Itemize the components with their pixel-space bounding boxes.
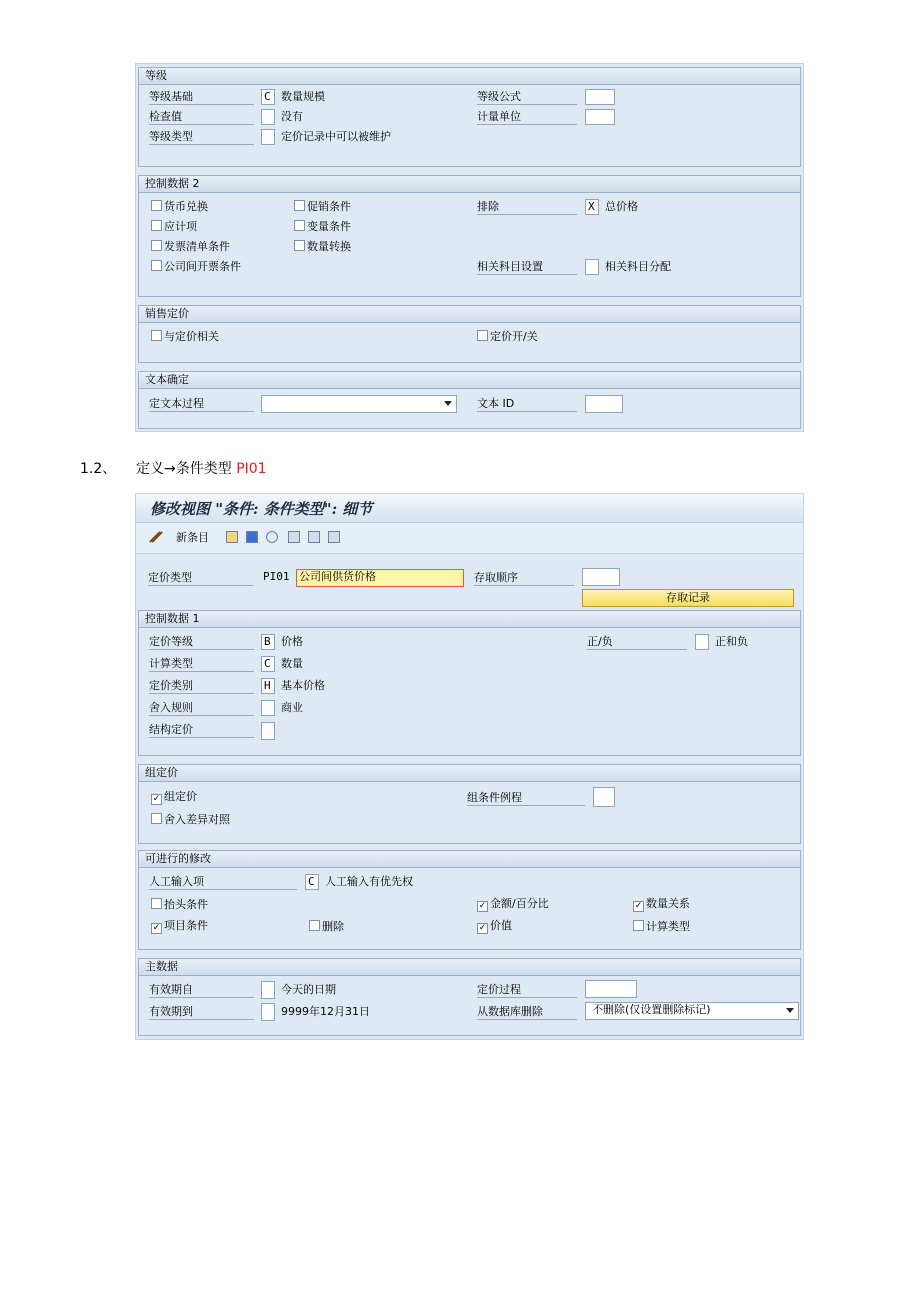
checkbox-group-pricing[interactable]: ✓ 组定价 bbox=[152, 790, 197, 804]
group-changes-allowed-title: 可进行的修改 bbox=[139, 851, 800, 868]
checkbox-promotion[interactable]: 促销条件 bbox=[294, 200, 351, 213]
checkbox-quantity-relation[interactable]: ✓ 数量关系 bbox=[634, 897, 690, 911]
rounding-rule-label: 舍入规则 bbox=[149, 701, 254, 716]
pricing-type-desc-field[interactable]: 公司间供货价格 bbox=[296, 569, 464, 587]
undo-icon[interactable] bbox=[266, 531, 278, 543]
chevron-down-icon bbox=[786, 1008, 794, 1013]
text-id-label: 文本 ID bbox=[477, 397, 577, 412]
select-all-icon[interactable] bbox=[288, 531, 300, 543]
account-setting-label: 相关科目设置 bbox=[477, 260, 577, 275]
db-delete-label: 从数据库删除 bbox=[477, 1005, 577, 1020]
section-number: 1.2、 bbox=[80, 461, 117, 477]
checkbox-accrual[interactable]: 应计项 bbox=[151, 220, 197, 233]
panel-condition-details-top bbox=[135, 63, 804, 432]
check-value-field[interactable] bbox=[261, 109, 275, 125]
checkbox-icon bbox=[294, 200, 305, 211]
db-delete-value: 不删除(仅设置删除标记) bbox=[592, 1003, 711, 1016]
rounding-rule-desc: 商业 bbox=[281, 701, 303, 714]
valid-from-label: 有效期自 bbox=[149, 983, 254, 998]
group-grade bbox=[138, 67, 801, 167]
account-setting-desc: 相关科目分配 bbox=[605, 260, 671, 273]
group-control-data-2-title: 控制数据 2 bbox=[139, 176, 800, 193]
pricing-procedure-field[interactable] bbox=[585, 980, 637, 998]
pencil-glasses-icon[interactable] bbox=[148, 530, 164, 544]
manual-entry-desc: 人工输入有优先权 bbox=[325, 875, 413, 888]
checkbox-icon bbox=[151, 240, 162, 251]
text-procedure-label: 定文本过程 bbox=[149, 397, 254, 412]
group-control-data-1-title: 控制数据 1 bbox=[139, 611, 800, 628]
delete-icon[interactable] bbox=[246, 531, 258, 543]
checkmark-icon: ✓ bbox=[478, 901, 487, 911]
group-control-data-1 bbox=[138, 610, 801, 756]
check-value-label: 检查值 bbox=[149, 110, 254, 125]
calc-type-field[interactable]: C bbox=[261, 656, 275, 672]
checkbox-icon bbox=[151, 260, 162, 271]
checkbox-icon bbox=[151, 330, 162, 341]
new-entries-button[interactable]: 新条目 bbox=[176, 531, 209, 544]
checkbox-intercompany[interactable]: 公司间开票条件 bbox=[151, 260, 241, 273]
sign-field[interactable] bbox=[695, 634, 709, 650]
group-group-pricing-title: 组定价 bbox=[139, 765, 800, 782]
grade-basis-desc: 数量规模 bbox=[281, 90, 325, 103]
checkmark-icon: ✓ bbox=[152, 923, 161, 933]
grade-type-desc: 定价记录中可以被维护 bbox=[281, 130, 391, 143]
checkbox-icon bbox=[151, 898, 162, 909]
checkbox-value[interactable]: ✓ 价值 bbox=[478, 919, 512, 933]
text-id-field[interactable] bbox=[585, 395, 623, 413]
grade-basis-field[interactable]: C bbox=[261, 89, 275, 105]
group-master-data-title: 主数据 bbox=[139, 959, 800, 976]
pricing-category-desc: 基本价格 bbox=[281, 679, 325, 692]
access-sequence-field[interactable] bbox=[582, 568, 620, 586]
checkbox-amount-percent[interactable]: ✓ 金额/百分比 bbox=[478, 897, 549, 911]
account-setting-field[interactable] bbox=[585, 259, 599, 275]
access-sequence-label: 存取顺序 bbox=[474, 571, 574, 586]
group-text-determination bbox=[138, 371, 801, 429]
grade-type-field[interactable] bbox=[261, 129, 275, 145]
valid-to-desc: 9999年12月31日 bbox=[281, 1005, 370, 1018]
valid-from-desc: 今天的日期 bbox=[281, 983, 336, 996]
section-code: PI01 bbox=[236, 461, 267, 477]
deselect-all-icon[interactable] bbox=[328, 531, 340, 543]
group-grade-title: 等级 bbox=[139, 68, 800, 85]
calc-type-label: 计算类型 bbox=[149, 657, 254, 672]
pricing-type-field[interactable]: PI01 bbox=[263, 570, 290, 583]
checkbox-header-condition[interactable]: 抬头条件 bbox=[151, 898, 208, 911]
valid-to-label: 有效期到 bbox=[149, 1005, 254, 1020]
valid-from-field[interactable] bbox=[261, 981, 275, 999]
section-text: 定义→条件类型 bbox=[136, 461, 237, 477]
checkbox-icon bbox=[294, 240, 305, 251]
grade-basis-label: 等级基础 bbox=[149, 90, 254, 105]
manual-entry-label: 人工输入项 bbox=[149, 875, 297, 890]
sign-desc: 正和负 bbox=[715, 635, 748, 648]
structure-pricing-label: 结构定价 bbox=[149, 723, 254, 738]
exclusion-desc: 总价格 bbox=[605, 200, 638, 213]
checkbox-icon bbox=[151, 220, 162, 231]
checkbox-rounding-difference[interactable]: 舍入差异对照 bbox=[151, 813, 230, 826]
exclusion-label: 排除 bbox=[477, 200, 577, 215]
checkmark-icon: ✓ bbox=[478, 923, 487, 933]
grade-formula-field[interactable] bbox=[585, 89, 615, 105]
uom-label: 计量单位 bbox=[477, 110, 577, 125]
exclusion-field[interactable]: X bbox=[585, 199, 599, 215]
checkbox-currency-conversion[interactable]: 货币兑换 bbox=[151, 200, 208, 213]
copy-icon[interactable] bbox=[226, 531, 238, 543]
group-changes-allowed bbox=[138, 850, 801, 950]
access-records-button[interactable]: 存取记录 bbox=[582, 589, 794, 607]
db-delete-dropdown[interactable] bbox=[585, 1002, 799, 1020]
checkbox-invoice-list[interactable]: 发票清单条件 bbox=[151, 240, 230, 253]
checkbox-icon bbox=[309, 920, 320, 931]
rounding-rule-field[interactable] bbox=[261, 700, 275, 716]
window-title: 修改视图 "条件: 条件类型": 细节 bbox=[150, 500, 373, 518]
group-master-data bbox=[138, 958, 801, 1036]
checkbox-pricing-related[interactable]: 与定价相关 bbox=[151, 330, 219, 343]
pricing-level-label: 定价等级 bbox=[149, 635, 254, 650]
checkbox-quantity-conversion[interactable]: 数量转换 bbox=[294, 240, 351, 253]
valid-to-field[interactable] bbox=[261, 1003, 275, 1021]
checkbox-icon bbox=[294, 220, 305, 231]
group-routine-label: 组条件例程 bbox=[467, 791, 585, 806]
group-sales-pricing bbox=[138, 305, 801, 363]
pricing-procedure-label: 定价过程 bbox=[477, 983, 577, 998]
group-routine-field[interactable] bbox=[593, 787, 615, 807]
structure-pricing-field[interactable] bbox=[261, 722, 275, 740]
group-text-determination-title: 文本确定 bbox=[139, 372, 800, 389]
group-group-pricing bbox=[138, 764, 801, 844]
uom-field[interactable] bbox=[585, 109, 615, 125]
select-block-icon[interactable] bbox=[308, 531, 320, 543]
checkbox-item-condition[interactable]: ✓ 项目条件 bbox=[152, 919, 208, 933]
panel-condition-type-detail bbox=[135, 493, 804, 1040]
checkbox-delete[interactable]: 删除 bbox=[309, 920, 344, 933]
checkmark-icon: ✓ bbox=[634, 901, 643, 911]
pricing-level-desc: 价格 bbox=[281, 635, 303, 648]
checkbox-icon bbox=[151, 813, 162, 824]
pricing-category-field[interactable]: H bbox=[261, 678, 275, 694]
sign-label: 正/负 bbox=[587, 635, 687, 650]
chevron-down-icon bbox=[444, 401, 452, 406]
grade-type-label: 等级类型 bbox=[149, 130, 254, 145]
group-sales-pricing-title: 销售定价 bbox=[139, 306, 800, 323]
checkbox-icon bbox=[477, 330, 488, 341]
checkbox-variant-condition[interactable]: 变量条件 bbox=[294, 220, 351, 233]
pricing-level-field[interactable]: B bbox=[261, 634, 275, 650]
group-control-data-2 bbox=[138, 175, 801, 297]
checkbox-pricing-onoff[interactable]: 定价开/关 bbox=[477, 330, 538, 343]
checkbox-icon bbox=[633, 920, 644, 931]
check-value-desc: 没有 bbox=[281, 110, 303, 123]
pricing-type-label: 定价类型 bbox=[148, 571, 253, 586]
checkmark-icon: ✓ bbox=[152, 794, 161, 804]
checkbox-icon bbox=[151, 200, 162, 211]
manual-entry-field[interactable]: C bbox=[305, 874, 319, 890]
pricing-category-label: 定价类别 bbox=[149, 679, 254, 694]
calc-type-desc: 数量 bbox=[281, 657, 303, 670]
grade-formula-label: 等级公式 bbox=[477, 90, 577, 105]
text-procedure-dropdown[interactable] bbox=[261, 395, 457, 413]
window-title-bar bbox=[136, 494, 803, 523]
toolbar bbox=[136, 523, 803, 554]
checkbox-calc-type[interactable]: 计算类型 bbox=[633, 920, 690, 933]
section-heading bbox=[80, 458, 267, 478]
